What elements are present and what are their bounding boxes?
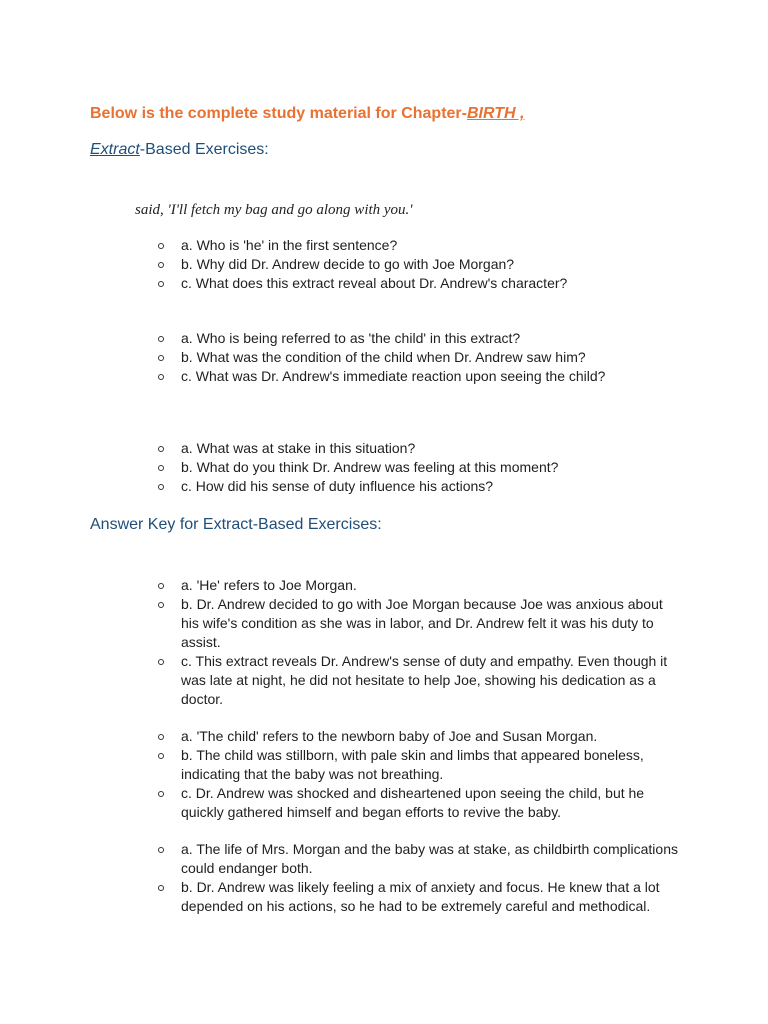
list-item: c. Dr. Andrew was shocked and disheartened upon seeing the child, but he quickly gathered himself and began efforts to revive the baby.: [158, 784, 678, 822]
answer-key-heading: Answer Key for Extract-Based Exercises:: [90, 516, 382, 533]
answer-list-3: [158, 840, 678, 916]
list-item: a. 'He' refers to Joe Morgan.: [158, 576, 678, 595]
extract-quote: said, 'I'll fetch my bag and go along with you.': [135, 202, 413, 218]
list-item: c. How did his sense of duty influence his actions?: [158, 477, 678, 496]
list-item: a. The life of Mrs. Morgan and the baby was at stake, as childbirth complications could endanger both.: [158, 840, 678, 878]
list-item: a. Who is being referred to as 'the child' in this extract?: [158, 329, 678, 348]
extract-heading-em: Extract: [90, 141, 140, 158]
list-item: b. Dr. Andrew decided to go with Joe Morgan because Joe was anxious about his wife's condition as she was in labor, and Dr. Andrew felt it was his duty to assist.: [158, 595, 678, 652]
list-item: c. What does this extract reveal about Dr. Andrew's character?: [158, 274, 678, 293]
list-item: b. What was the condition of the child when Dr. Andrew saw him?: [158, 348, 678, 367]
answer-list-1: [158, 576, 678, 709]
question-list-1: [158, 236, 678, 293]
list-item: c. What was Dr. Andrew's immediate reaction upon seeing the child?: [158, 367, 678, 386]
list-item: b. Why did Dr. Andrew decide to go with Joe Morgan?: [158, 255, 678, 274]
list-item: a. Who is 'he' in the first sentence?: [158, 236, 678, 255]
chapter-name: BIRTH ,: [466, 105, 525, 122]
list-item: a. What was at stake in this situation?: [158, 439, 678, 458]
list-item: b. Dr. Andrew was likely feeling a mix of anxiety and focus. He knew that a lot depended on his actions, so he had to be extremely careful and methodical.: [158, 878, 678, 916]
question-list-2: [158, 329, 678, 386]
list-item: c. This extract reveals Dr. Andrew's sense of duty and empathy. Even though it was late at night, he did not hesitate to help Joe, showing his dedication as a doctor.: [158, 652, 678, 709]
title-prefix: Below is the complete study material for Chapter-: [90, 105, 467, 122]
list-item: b. The child was stillborn, with pale skin and limbs that appeared boneless, indicating that the baby was not breathing.: [158, 746, 678, 784]
page-title: [90, 104, 524, 124]
extract-heading-rest: -Based Exercises:: [139, 141, 269, 158]
list-item: b. What do you think Dr. Andrew was feeling at this moment?: [158, 458, 678, 477]
question-list-3: [158, 439, 678, 496]
list-item: a. 'The child' refers to the newborn baby of Joe and Susan Morgan.: [158, 727, 678, 746]
answer-list-2: [158, 727, 678, 822]
extract-heading: [90, 140, 269, 160]
